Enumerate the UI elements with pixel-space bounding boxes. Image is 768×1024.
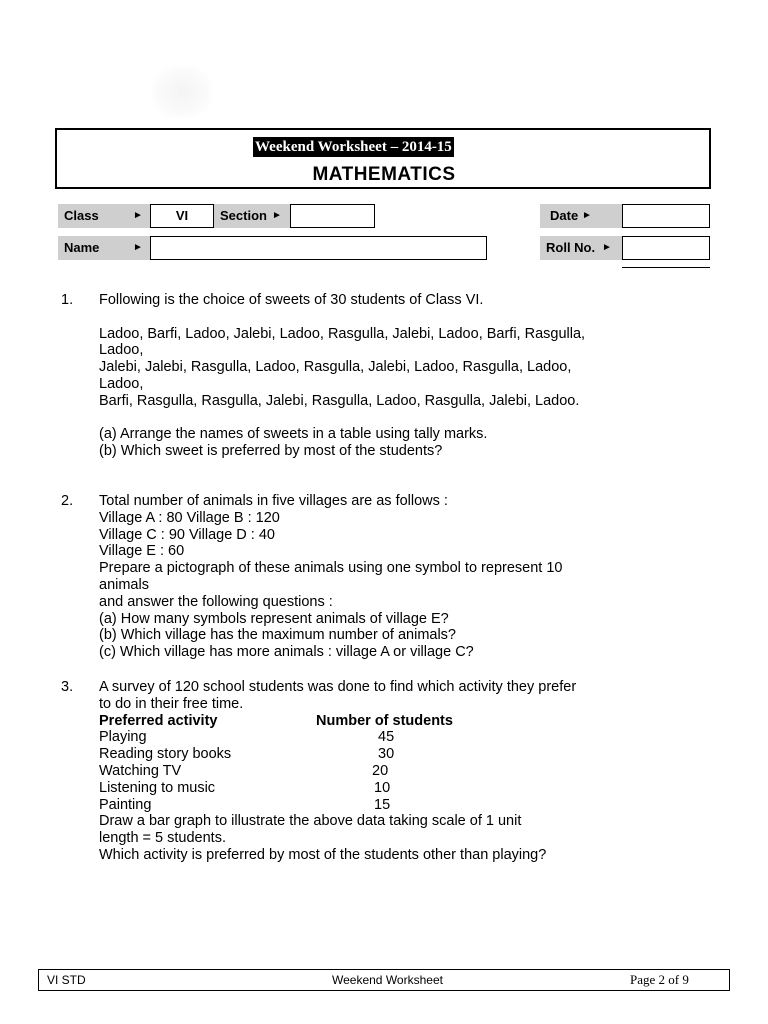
underline-rule — [622, 267, 710, 268]
question-line: Jalebi, Jalebi, Rasgulla, Ladoo, Rasgulla, Jalebi, Ladoo, Rasgulla, Ladoo, — [99, 359, 572, 376]
arrow-right-icon: ► — [602, 242, 612, 253]
question-line: Village A : 80 Village B : 120 — [99, 509, 280, 526]
question-line: Prepare a pictograph of these animals using one symbol to represent 10 — [99, 560, 563, 577]
question-line: Following is the choice of sweets of 30 students of Class VI. — [99, 292, 484, 308]
subject-title: MATHEMATICS — [312, 164, 456, 185]
question-3 — [99, 679, 699, 864]
question-line: animals — [99, 576, 149, 593]
table-cell: 20 — [372, 762, 389, 779]
table-row — [99, 729, 699, 746]
roll-no-field[interactable] — [622, 236, 710, 260]
footer-class: VI STD — [47, 973, 86, 987]
question-line: (b) Which sweet is preferred by most of the students? — [99, 443, 443, 460]
table-cell: Watching TV — [99, 762, 182, 779]
question-line: Barfi, Rasgulla, Rasgulla, Jalebi, Rasgulla, Ladoo, Rasgulla, Jalebi, Ladoo. — [99, 392, 580, 409]
page-number: Page 2 of 9 — [630, 972, 689, 987]
question-line: A survey of 120 school students was done to find which activity they prefer — [99, 679, 577, 695]
roll-label-cell — [540, 236, 622, 260]
class-label: Class — [64, 208, 99, 223]
question-line: (b) Which village has the maximum number of animals? — [99, 627, 456, 644]
class-value-field[interactable]: VI — [150, 204, 214, 228]
section-label-cell — [214, 204, 290, 228]
arrow-right-icon: ► — [133, 242, 143, 253]
question-line: and answer the following questions : — [99, 593, 333, 610]
table-cell: 15 — [374, 796, 391, 813]
name-label: Name — [64, 240, 100, 255]
table-row — [99, 797, 699, 814]
question-line: Ladoo, — [99, 342, 144, 359]
question-line: Total number of animals in five villages are as follows : — [99, 493, 448, 509]
date-label-cell — [540, 204, 622, 228]
table-header: Preferred activity — [99, 712, 218, 729]
question-1 — [99, 292, 585, 460]
table-row — [99, 780, 699, 797]
table-cell: Playing — [99, 729, 147, 746]
blank-line — [99, 309, 585, 326]
page-footer — [38, 969, 730, 991]
question-line: Village C : 90 Village D : 40 — [99, 526, 275, 543]
question-line: (a) Arrange the names of sweets in a table using tally marks. — [99, 426, 488, 443]
table-cell: 30 — [378, 746, 395, 763]
question-number: 2. — [61, 493, 74, 509]
table-cell: 45 — [378, 729, 395, 746]
question-line: Ladoo, Barfi, Ladoo, Jalebi, Ladoo, Rasgulla, Jalebi, Ladoo, Barfi, Rasgulla, — [99, 325, 586, 342]
table-cell: 10 — [374, 779, 391, 796]
question-line: to do in their free time. — [99, 695, 244, 712]
question-line: Ladoo, — [99, 375, 144, 392]
question-line: Draw a bar graph to illustrate the above data taking scale of 1 unit — [99, 813, 522, 830]
section-label: Section — [220, 208, 267, 223]
question-number: 1. — [61, 292, 74, 308]
date-label: Date — [550, 208, 579, 223]
question-line: length = 5 students. — [99, 830, 226, 847]
class-label-cell — [58, 204, 150, 228]
table-header-row — [99, 713, 699, 730]
table-header: Number of students — [316, 712, 453, 729]
roll-label: Roll No. — [546, 240, 596, 255]
name-field[interactable] — [150, 236, 487, 260]
name-label-cell — [58, 236, 150, 260]
date-field[interactable] — [622, 204, 710, 228]
table-row — [99, 746, 699, 763]
arrow-right-icon: ► — [133, 210, 143, 221]
worksheet-title: Weekend Worksheet – 2014-15 — [255, 139, 452, 155]
table-cell: Listening to music — [99, 779, 216, 796]
footer-title: Weekend Worksheet — [332, 973, 443, 987]
table-row — [99, 763, 699, 780]
table-cell: Painting — [99, 796, 152, 813]
question-line: (c) Which village has more animals : village A or village C? — [99, 644, 474, 661]
section-field[interactable] — [290, 204, 375, 228]
arrow-right-icon: ► — [272, 210, 282, 221]
question-line: (a) How many symbols represent animals of village E? — [99, 610, 449, 627]
question-number: 3. — [61, 679, 74, 695]
question-line: Village E : 60 — [99, 543, 185, 560]
scan-smudge — [152, 66, 212, 118]
arrow-right-icon: ► — [582, 210, 592, 221]
table-cell: Reading story books — [99, 746, 232, 763]
question-2 — [99, 493, 562, 661]
blank-line — [99, 410, 585, 427]
question-line: Which activity is preferred by most of the students other than playing? — [99, 846, 547, 863]
